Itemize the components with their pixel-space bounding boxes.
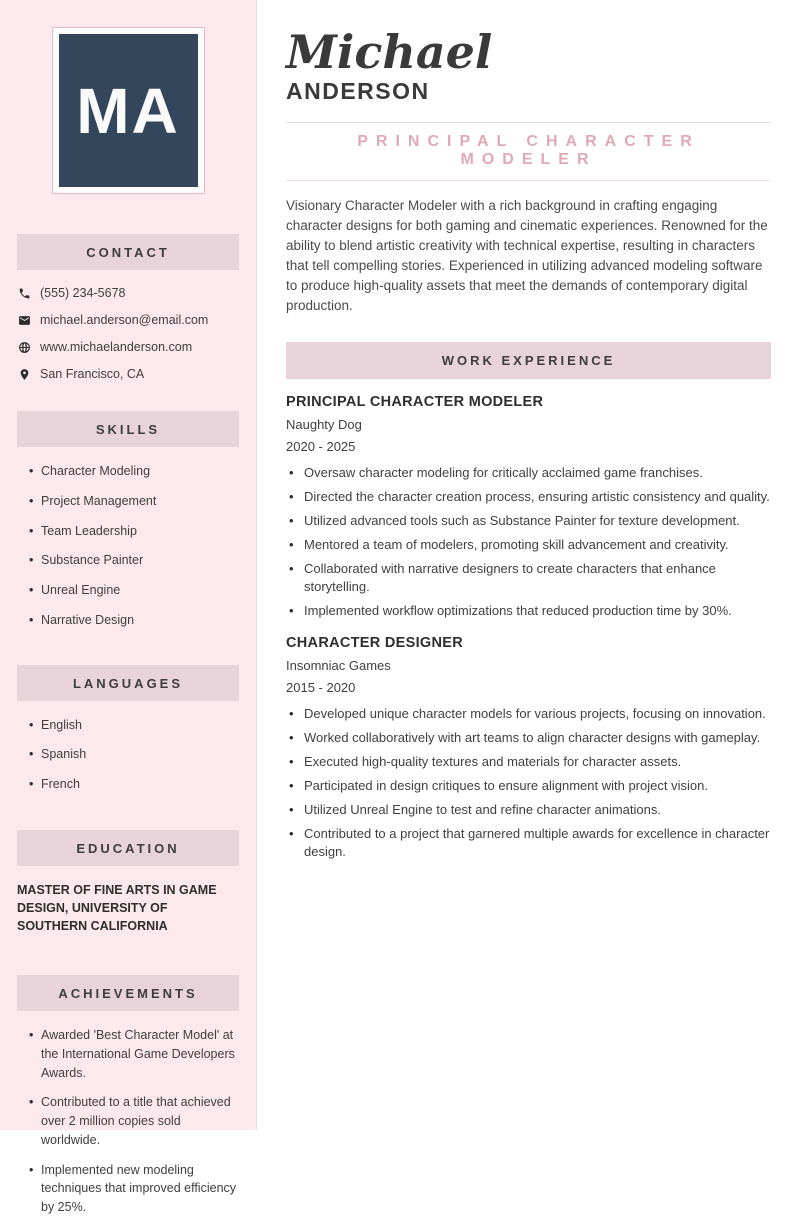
education-section-header: EDUCATION	[17, 830, 239, 866]
languages-section-header: LANGUAGES	[17, 665, 239, 701]
achievement-item: • Contributed to a title that achieved over 2 million copies sold worldwide.	[29, 1093, 256, 1149]
contact-website-text: www.michaelanderson.com	[40, 340, 193, 354]
jobs-container	[286, 394, 771, 861]
education-degree: MASTER OF FINE ARTS IN GAME DESIGN, UNIVERSITY OF SOUTHERN CALIFORNIA	[17, 882, 217, 933]
main-content	[257, 0, 800, 1130]
achievements-list	[29, 1026, 256, 1217]
language-item: • English	[29, 716, 256, 735]
email-icon	[17, 313, 31, 327]
language-item: • Spanish	[29, 745, 256, 764]
job-dates: 2015 - 2020	[286, 680, 356, 696]
contact-email-text: michael.anderson@email.com	[40, 313, 209, 327]
contact-list	[17, 286, 256, 381]
achievement-item: • Implemented new modeling techniques that improved efficiency by 25%.	[29, 1161, 256, 1217]
job-company: Naughty Dog	[286, 417, 362, 433]
contact-phone-text: (555) 234-5678	[40, 286, 126, 300]
contact-row-phone	[17, 286, 256, 300]
skill-item: • Narrative Design	[29, 611, 256, 630]
job-bullet: • Oversaw character modeling for critically acclaimed game franchises.	[286, 464, 771, 482]
job-bullet: • Implemented workflow optimizations that reduced production time by 30%.	[286, 602, 771, 620]
job-role: PRINCIPAL CHARACTER MODELER	[286, 394, 544, 411]
contact-row-location	[17, 367, 256, 381]
achievement-item: • Awarded 'Best Character Model' at the International Game Developers Awards.	[29, 1026, 256, 1082]
job-entry	[286, 635, 771, 861]
job-bullet: • Directed the character creation process, ensuring artistic consistency and quality.	[286, 488, 771, 506]
job-bullet-list	[286, 464, 771, 620]
contact-location-text: San Francisco, CA	[40, 367, 145, 381]
job-dates: 2020 - 2025	[286, 439, 356, 455]
skill-item: • Substance Painter	[29, 551, 256, 570]
last-name: ANDERSON	[286, 78, 430, 105]
language-item: • French	[29, 775, 256, 794]
skills-section-header: SKILLS	[17, 411, 239, 447]
phone-icon	[17, 286, 31, 300]
job-bullet: • Mentored a team of modelers, promoting skill advancement and creativity.	[286, 536, 771, 554]
job-bullet: • Utilized Unreal Engine to test and refine character animations.	[286, 801, 771, 819]
job-role: CHARACTER DESIGNER	[286, 635, 463, 652]
job-company: Insomniac Games	[286, 658, 391, 674]
skills-list	[29, 462, 256, 630]
divider-line	[286, 180, 771, 181]
monogram-initials: MA	[76, 74, 180, 147]
skill-item: • Character Modeling	[29, 462, 256, 481]
monogram-box	[59, 34, 198, 187]
skill-item: • Project Management	[29, 492, 256, 511]
job-bullet: • Executed high-quality textures and materials for character assets.	[286, 753, 771, 771]
languages-list	[29, 716, 256, 794]
monogram-frame	[52, 27, 205, 194]
job-entry	[286, 394, 771, 620]
contact-section-header: CONTACT	[17, 234, 239, 270]
first-name: Michael	[286, 25, 493, 79]
achievements-section-header: ACHIEVEMENTS	[17, 975, 239, 1011]
sidebar	[0, 0, 257, 1215]
globe-icon	[17, 340, 31, 354]
page-title-job: PRINCIPAL CHARACTER MODELER	[357, 133, 700, 169]
job-bullet: • Contributed to a project that garnered multiple awards for excellence in character design.	[286, 825, 771, 861]
location-icon	[17, 367, 31, 381]
profile-summary: Visionary Character Modeler with a rich background in crafting engaging character designs for both gaming and cinematic experiences. Renowned for the ability to blend artistic creativity with technical expertise, resulting in characters that tell compelling stories. Experienced in utilizing advanced modeling software to produce high-quality assets that meet the demands of contemporary digital production.	[286, 198, 768, 314]
skill-item: • Unreal Engine	[29, 581, 256, 600]
work-experience-header: WORK EXPERIENCE	[286, 342, 771, 379]
job-bullet: • Worked collaboratively with art teams to align character designs with gameplay.	[286, 729, 771, 747]
job-bullet: • Participated in design critiques to ensure alignment with project vision.	[286, 777, 771, 795]
job-bullet-list	[286, 705, 771, 861]
skill-item: • Team Leadership	[29, 522, 256, 541]
job-bullet: • Utilized advanced tools such as Substance Painter for texture development.	[286, 512, 771, 530]
contact-row-website	[17, 340, 256, 354]
job-bullet: • Developed unique character models for various projects, focusing on innovation.	[286, 705, 771, 723]
job-bullet: • Collaborated with narrative designers to create characters that enhance storytelling.	[286, 560, 771, 596]
contact-row-email	[17, 313, 256, 327]
